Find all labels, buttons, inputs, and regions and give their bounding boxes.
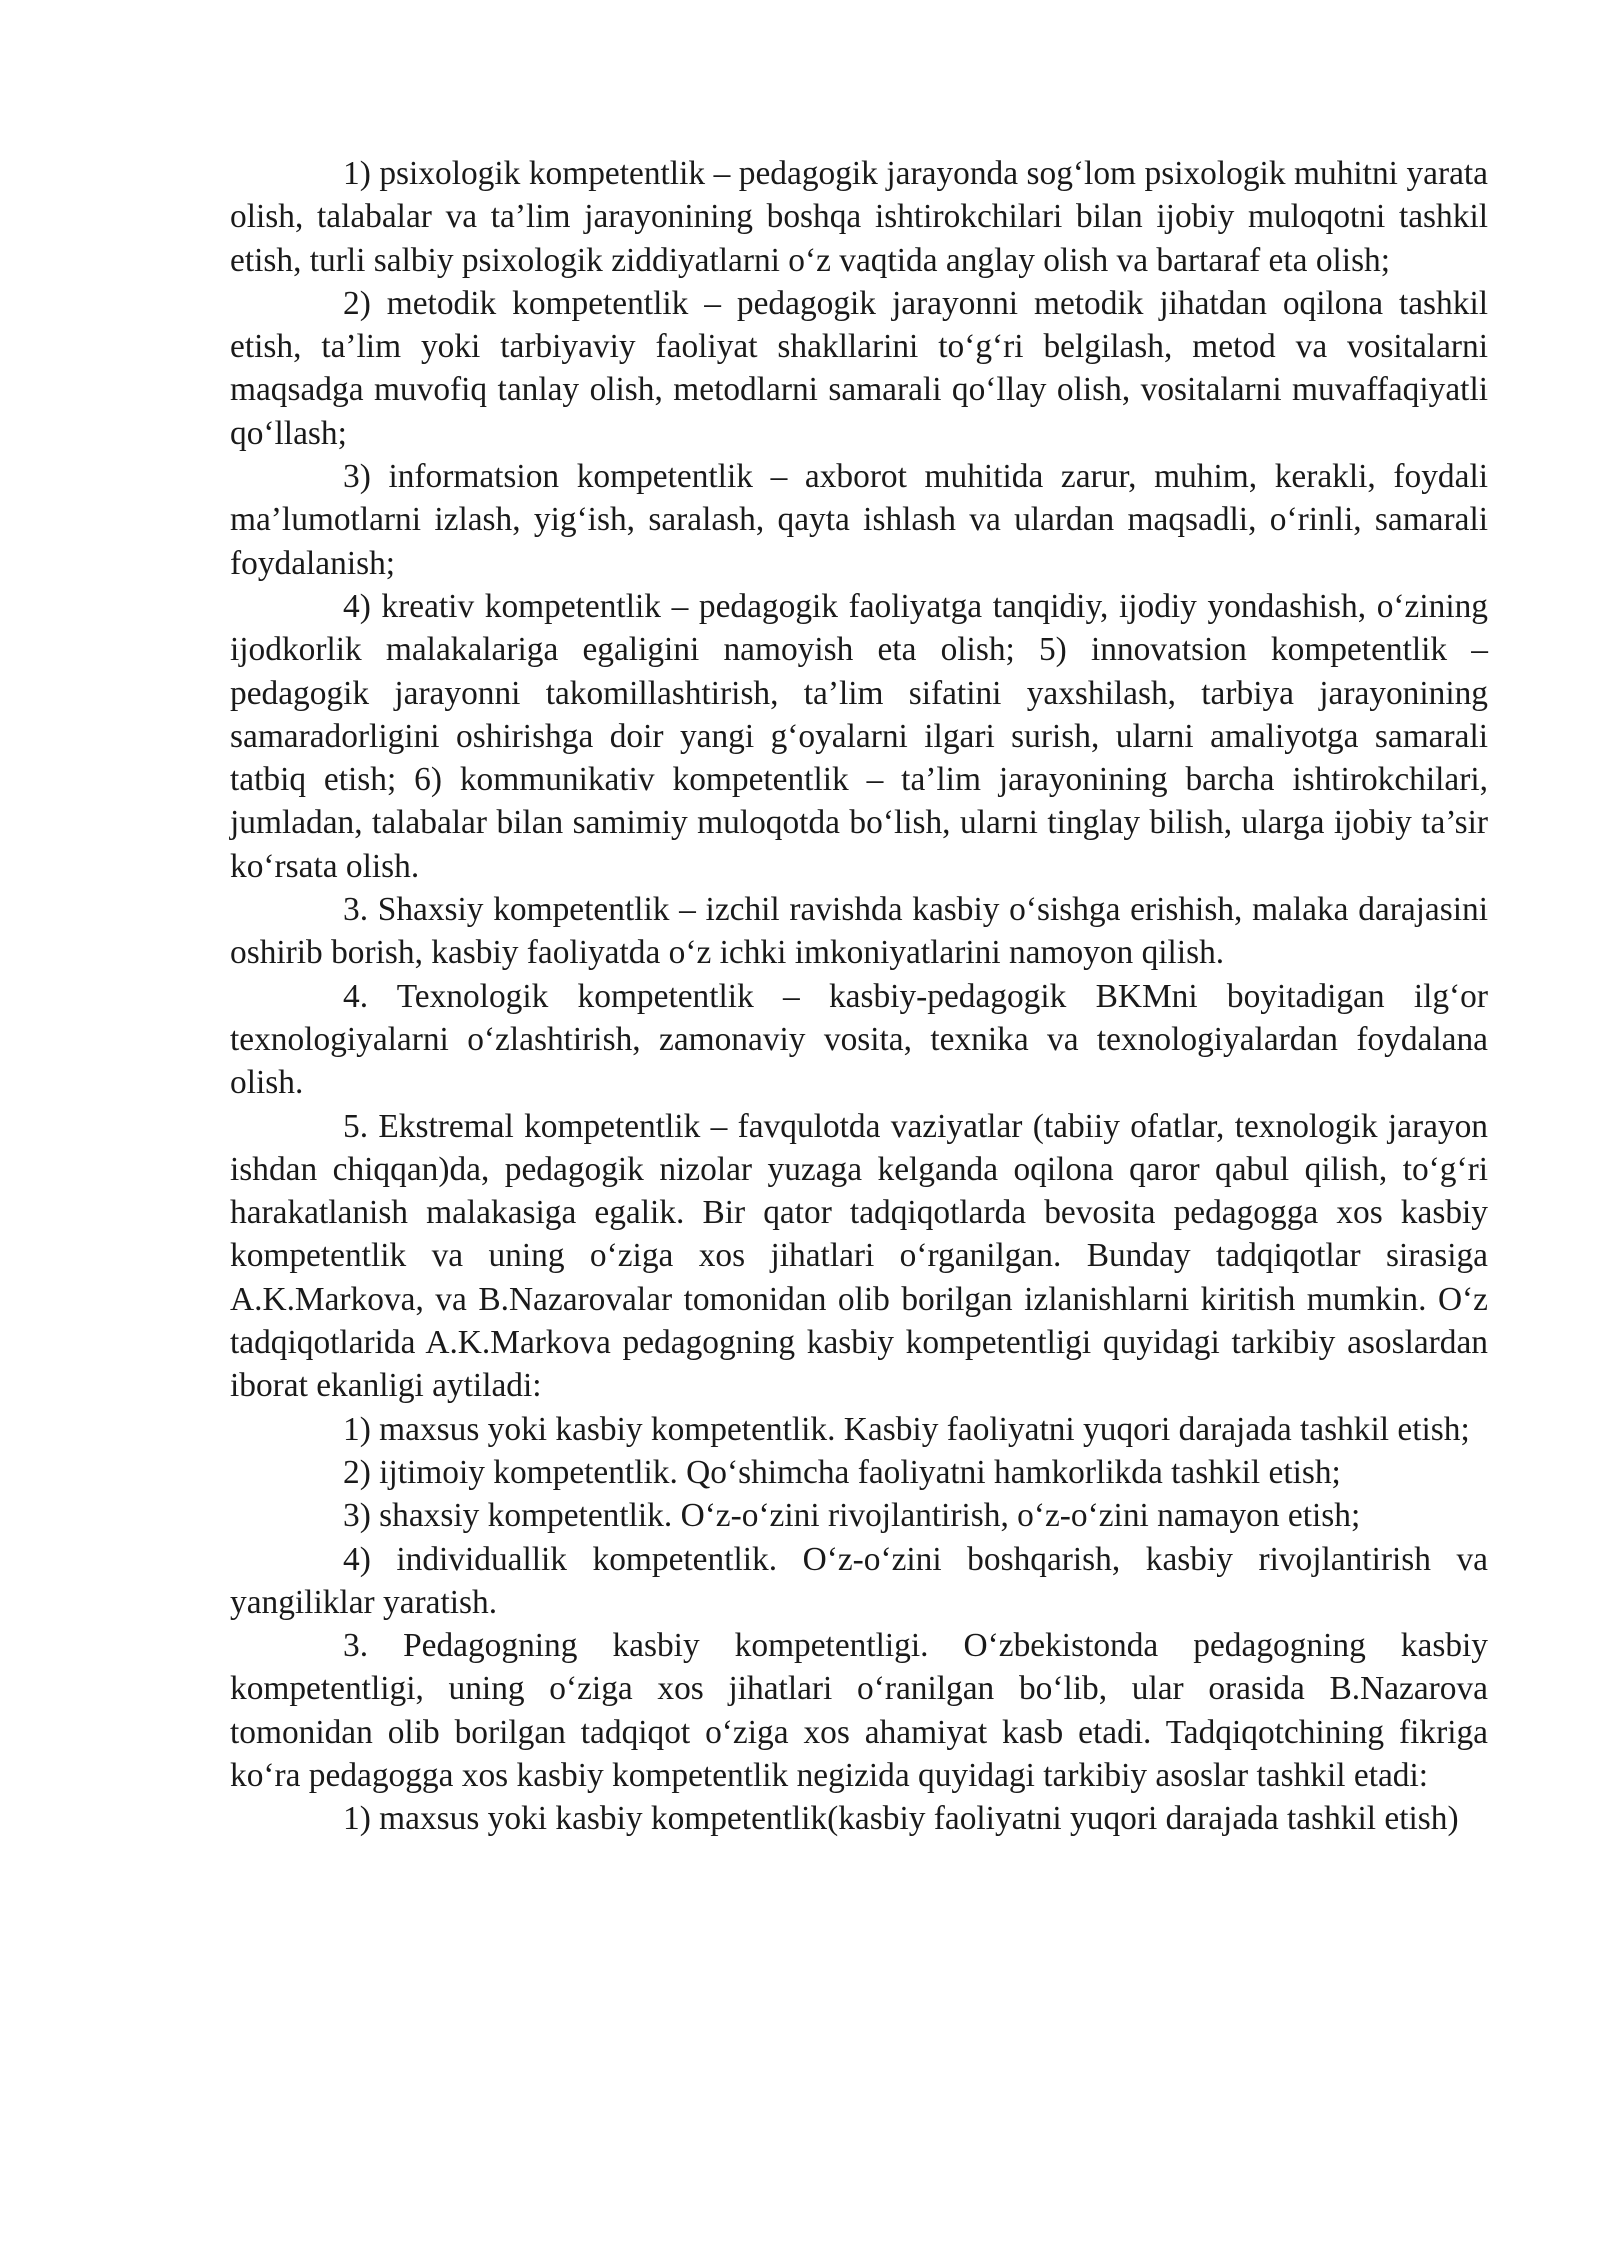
paragraph-psychological-competence: 1) psixologik kompetentlik – pedagogik jarayonda sog‘lom psixologik muhitni yarata olish, talabalar va ta’lim jarayonining boshqa ishtirokchilari bilan ijobiy muloqotni tashkil etish, turli salbiy psixologik ziddiyatlarni o‘z vaqtida anglay olish va bartaraf eta olish; bbox=[230, 155, 1488, 279]
paragraph-self-competence: 3) shaxsiy kompetentlik. O‘z-o‘zini rivojlantirish, o‘z-o‘zini namayon etish; bbox=[343, 1497, 1361, 1535]
paragraph-special-competence: 1) maxsus yoki kasbiy kompetentlik. Kasbiy faoliyatni yuqori darajada tashkil etish; bbox=[343, 1410, 1470, 1448]
paragraph-informational-competence: 3) informatsion kompetentlik – axborot muhitida zarur, muhim, kerakli, foydali ma’lumotlarni izlash, yig‘ish, saralash, qayta ishlash va ulardan maqsadli, o‘rinli, samarali foydalanish; bbox=[230, 458, 1488, 582]
paragraph-creative-competence: 4) kreativ kompetentlik – pedagogik faoliyatga tanqidiy, ijodiy yondashish, o‘zining ijodkorlik malakalariga egaligini namoyish eta olish; 5) innovatsion kompetentlik – pedagogik jarayonni takomillashtirish, ta’lim sifatini yaxshilash, tarbiya jarayonining samaradorligini oshirishga doir yangi g‘oyalarni ilgari surish, ularni amaliyotga samarali tatbiq etish; 6) kommunikativ kompetentlik – ta’lim jarayonining barcha ishtirokchilari, jumladan, talabalar bilan samimiy muloqotda bo‘lish, ularni tinglay bilish, ularga ijobiy ta’sir ko‘rsata olish. bbox=[230, 587, 1488, 885]
paragraph-technological-competence: 4. Texnologik kompetentlik – kasbiy-pedagogik BKMni boyitadigan ilg‘or texnologiyalarni o‘zlashtirish, zamonaviy vosita, texnika va texnologiyalardan foydalana olish. bbox=[230, 977, 1488, 1102]
paragraph-social-competence: 2) ijtimoiy kompetentlik. Qo‘shimcha faoliyatni hamkorlikda tashkil etish; bbox=[343, 1453, 1341, 1491]
paragraph-personal-competence: 3. Shaxsiy kompetentlik – izchil ravishda kasbiy o‘sishga erishish, malaka darajasini oshirib borish, kasbiy faoliyatda o‘z ichki imkoniyatlarini namoyon qilish. bbox=[230, 891, 1488, 972]
body-text bbox=[230, 152, 1488, 1841]
paragraph-individual-competence: 4) individuallik kompetentlik. O‘z-o‘zini boshqarish, kasbiy rivojlantirish va yangiliklar yaratish. bbox=[230, 1540, 1488, 1621]
paragraph-special-professional-competence: 1) maxsus yoki kasbiy kompetentlik(kasbiy faoliyatni yuqori darajada tashkil etish) bbox=[343, 1800, 1459, 1838]
paragraph-methodical-competence: 2) metodik kompetentlik – pedagogik jarayonni metodik jihatdan oqilona tashkil etish, ta’lim yoki tarbiyaviy faoliyat shakllarini to‘g‘ri belgilash, metod va vositalarni maqsadga muvofiq tanlay olish, metodlarni samarali qo‘llay olish, vositalarni muvaffaqiyatli qo‘llash; bbox=[230, 284, 1488, 452]
paragraph-teacher-professional-competence: 3. Pedagogning kasbiy kompetentligi. O‘zbekistonda pedagogning kasbiy kompetentligi, uning o‘ziga xos jihatlari o‘ranilgan bo‘lib, ular orasida B.Nazarova tomonidan olib borilgan tadqiqot o‘ziga xos ahamiyat kasb etadi. Tadqiqotchining fikriga ko‘ra pedagogga xos kasbiy kompetentlik negizida quyidagi tarkibiy asoslar tashkil etadi: bbox=[230, 1627, 1488, 1794]
paragraph-extreme-competence: 5. Ekstremal kompetentlik – favqulotda vaziyatlar (tabiiy ofatlar, texnologik jarayon ishdan chiqqan)da, pedagogik nizolar yuzaga kelganda oqilona qaror qabul qilish, to‘g‘ri harakatlanish malakasiga egalik. Bir qator tadqiqotlarda bevosita pedagogga xos kasbiy kompetentlik va uning o‘ziga xos jihatlari o‘rganilgan. Bunday tadqiqotlar sirasiga A.K.Markova, va B.Nazarovalar tomonidan olib borilgan izlanishlarni kiritish mumkin. O‘z tadqiqotlarida A.K.Markova pedagogning kasbiy kompetentligi quyidagi tarkibiy asoslardan iborat ekanligi aytiladi: bbox=[230, 1107, 1488, 1405]
